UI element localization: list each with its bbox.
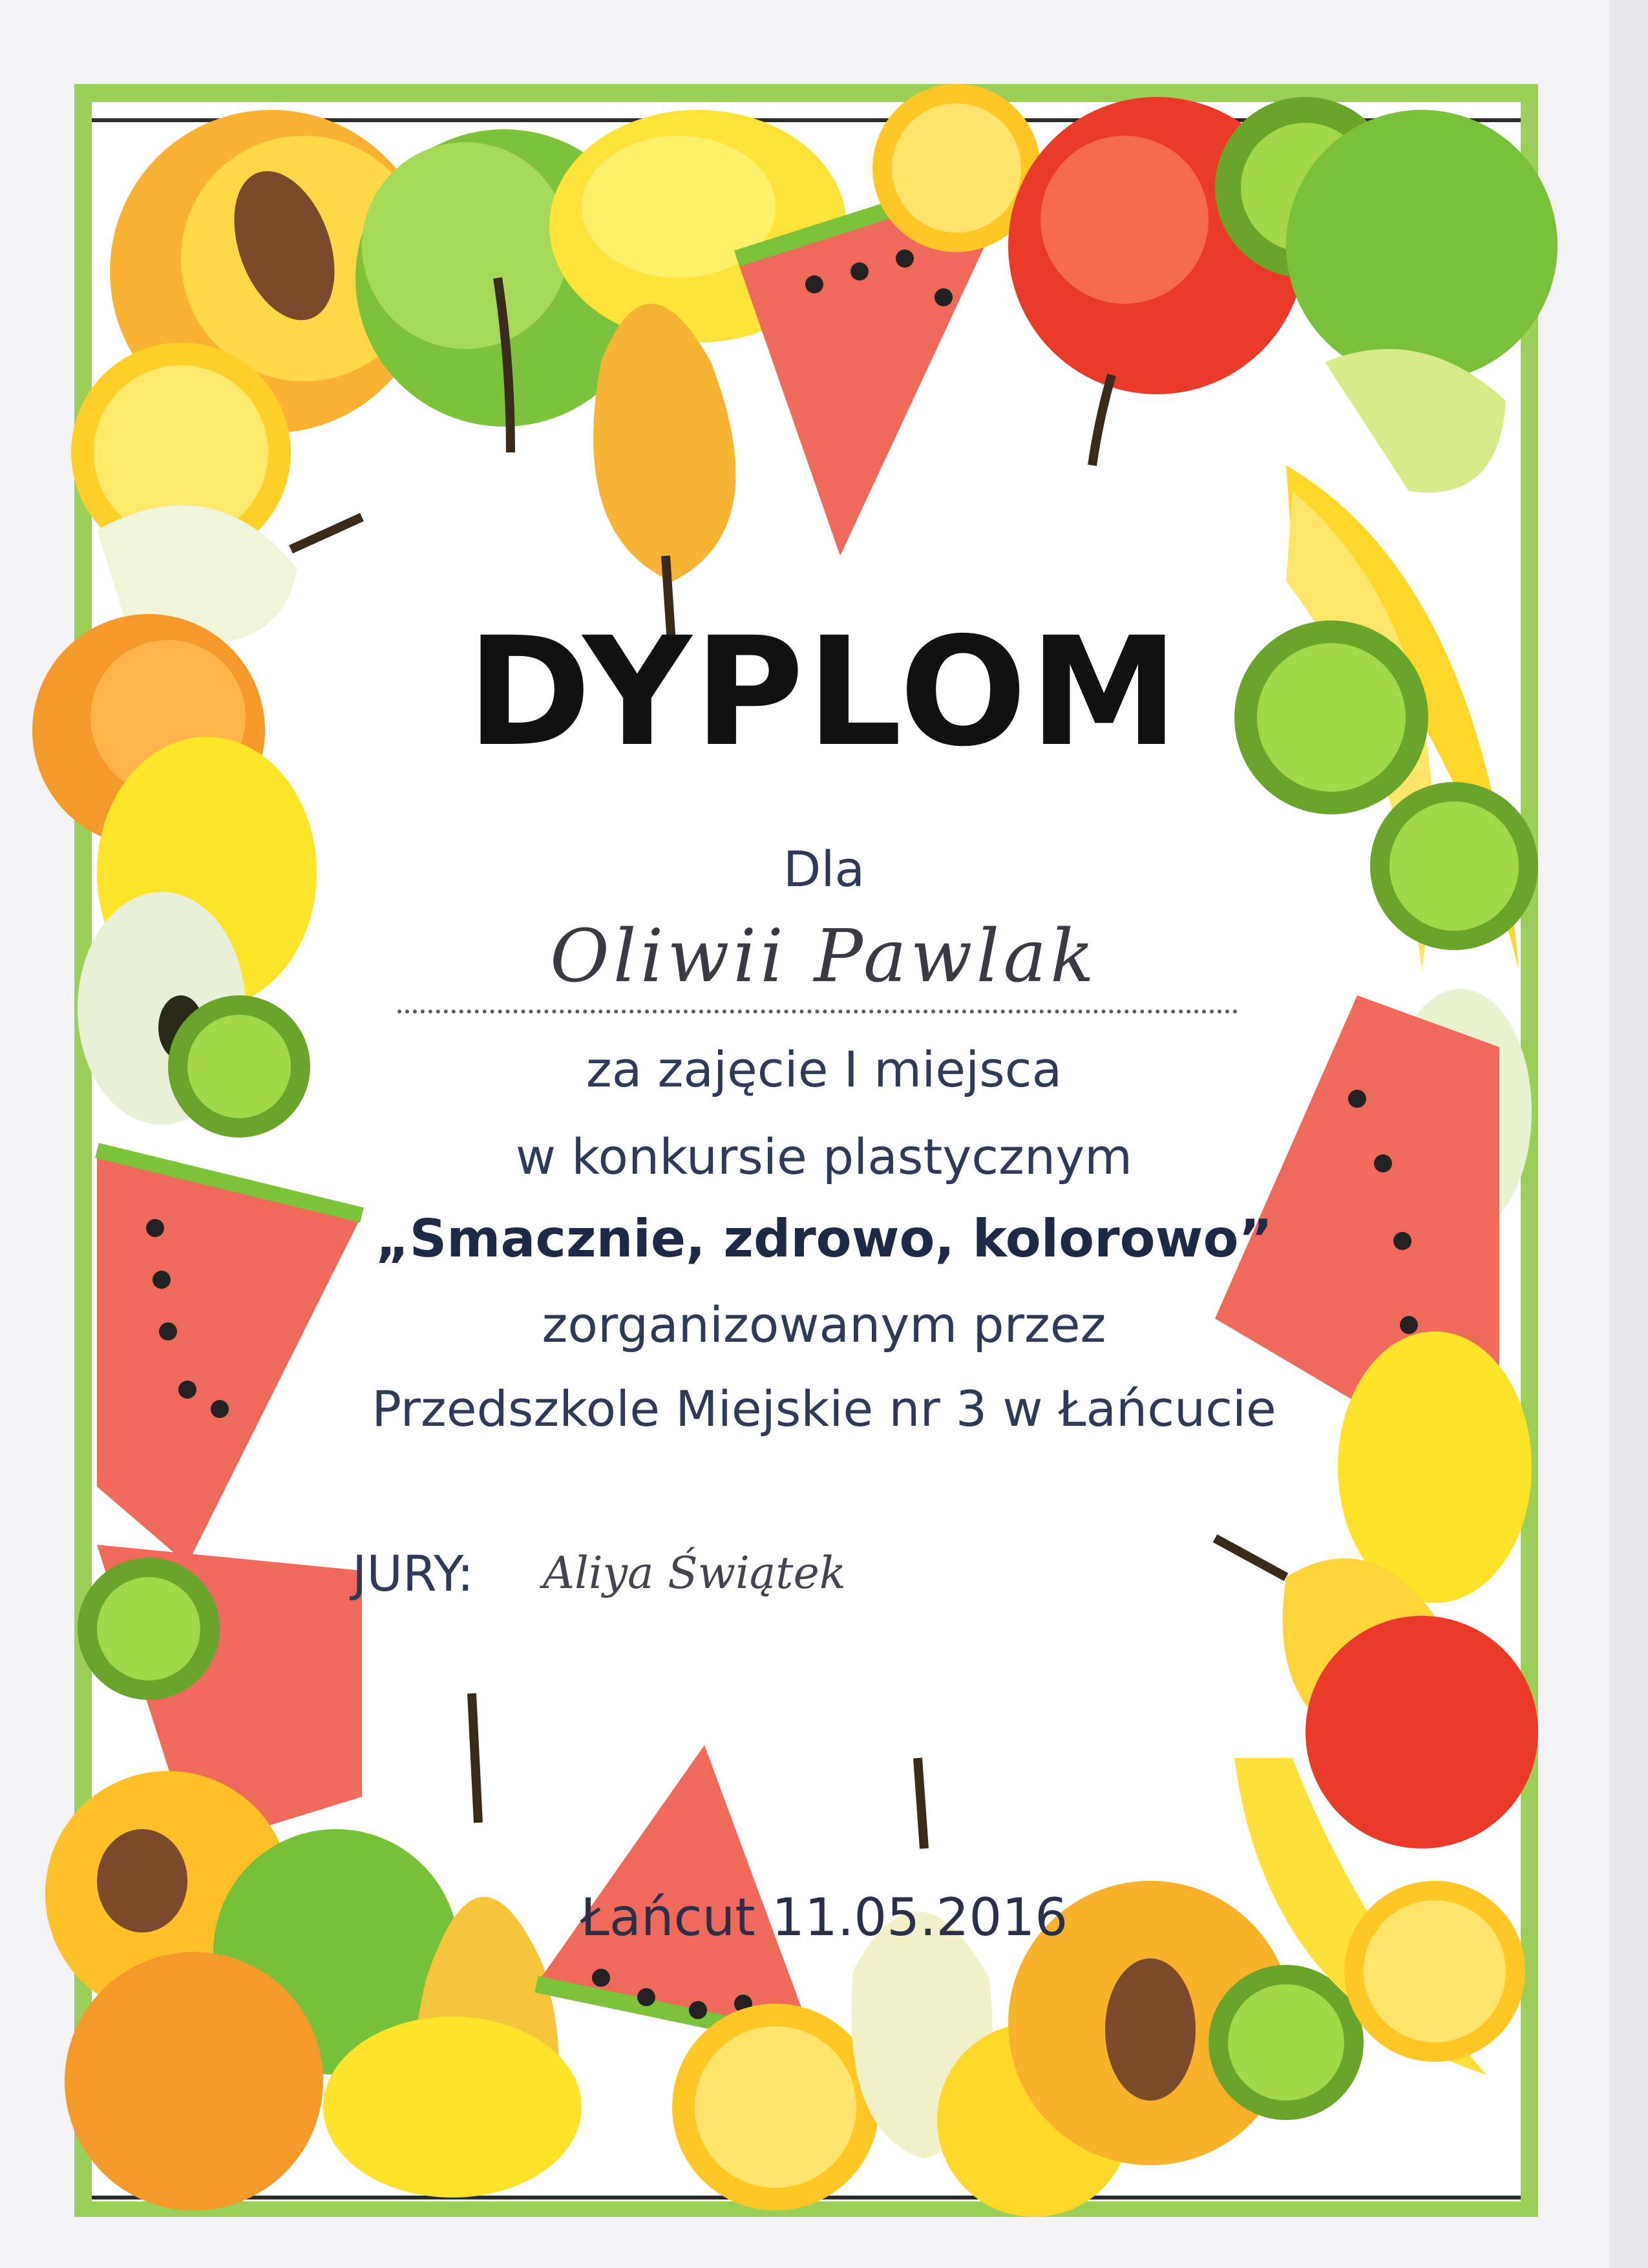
diploma-title: DYPLOM bbox=[467, 605, 1181, 779]
organized-by-line: zorganizowanym przez bbox=[542, 1296, 1106, 1353]
recipient-dotted-line bbox=[397, 1010, 1238, 1013]
competition-name: „Smacznie, zdrowo, kolorowo” bbox=[375, 1209, 1273, 1269]
place-and-date: Łańcut 11.05.2016 bbox=[580, 1887, 1068, 1947]
jury-signature: Aliya Świątek bbox=[543, 1548, 847, 1599]
jury-label: JURY: bbox=[352, 1545, 474, 1602]
contest-type-line: w konkursie plastycznym bbox=[515, 1128, 1133, 1185]
organizer-name: Przedszkole Miejskie nr 3 w Łańcucie bbox=[372, 1380, 1276, 1437]
award-line: za zajęcie I miejsca bbox=[586, 1041, 1062, 1098]
recipient-name-handwritten: Oliwii Pawlak bbox=[550, 915, 1098, 999]
dedication-preposition: Dla bbox=[783, 840, 865, 898]
